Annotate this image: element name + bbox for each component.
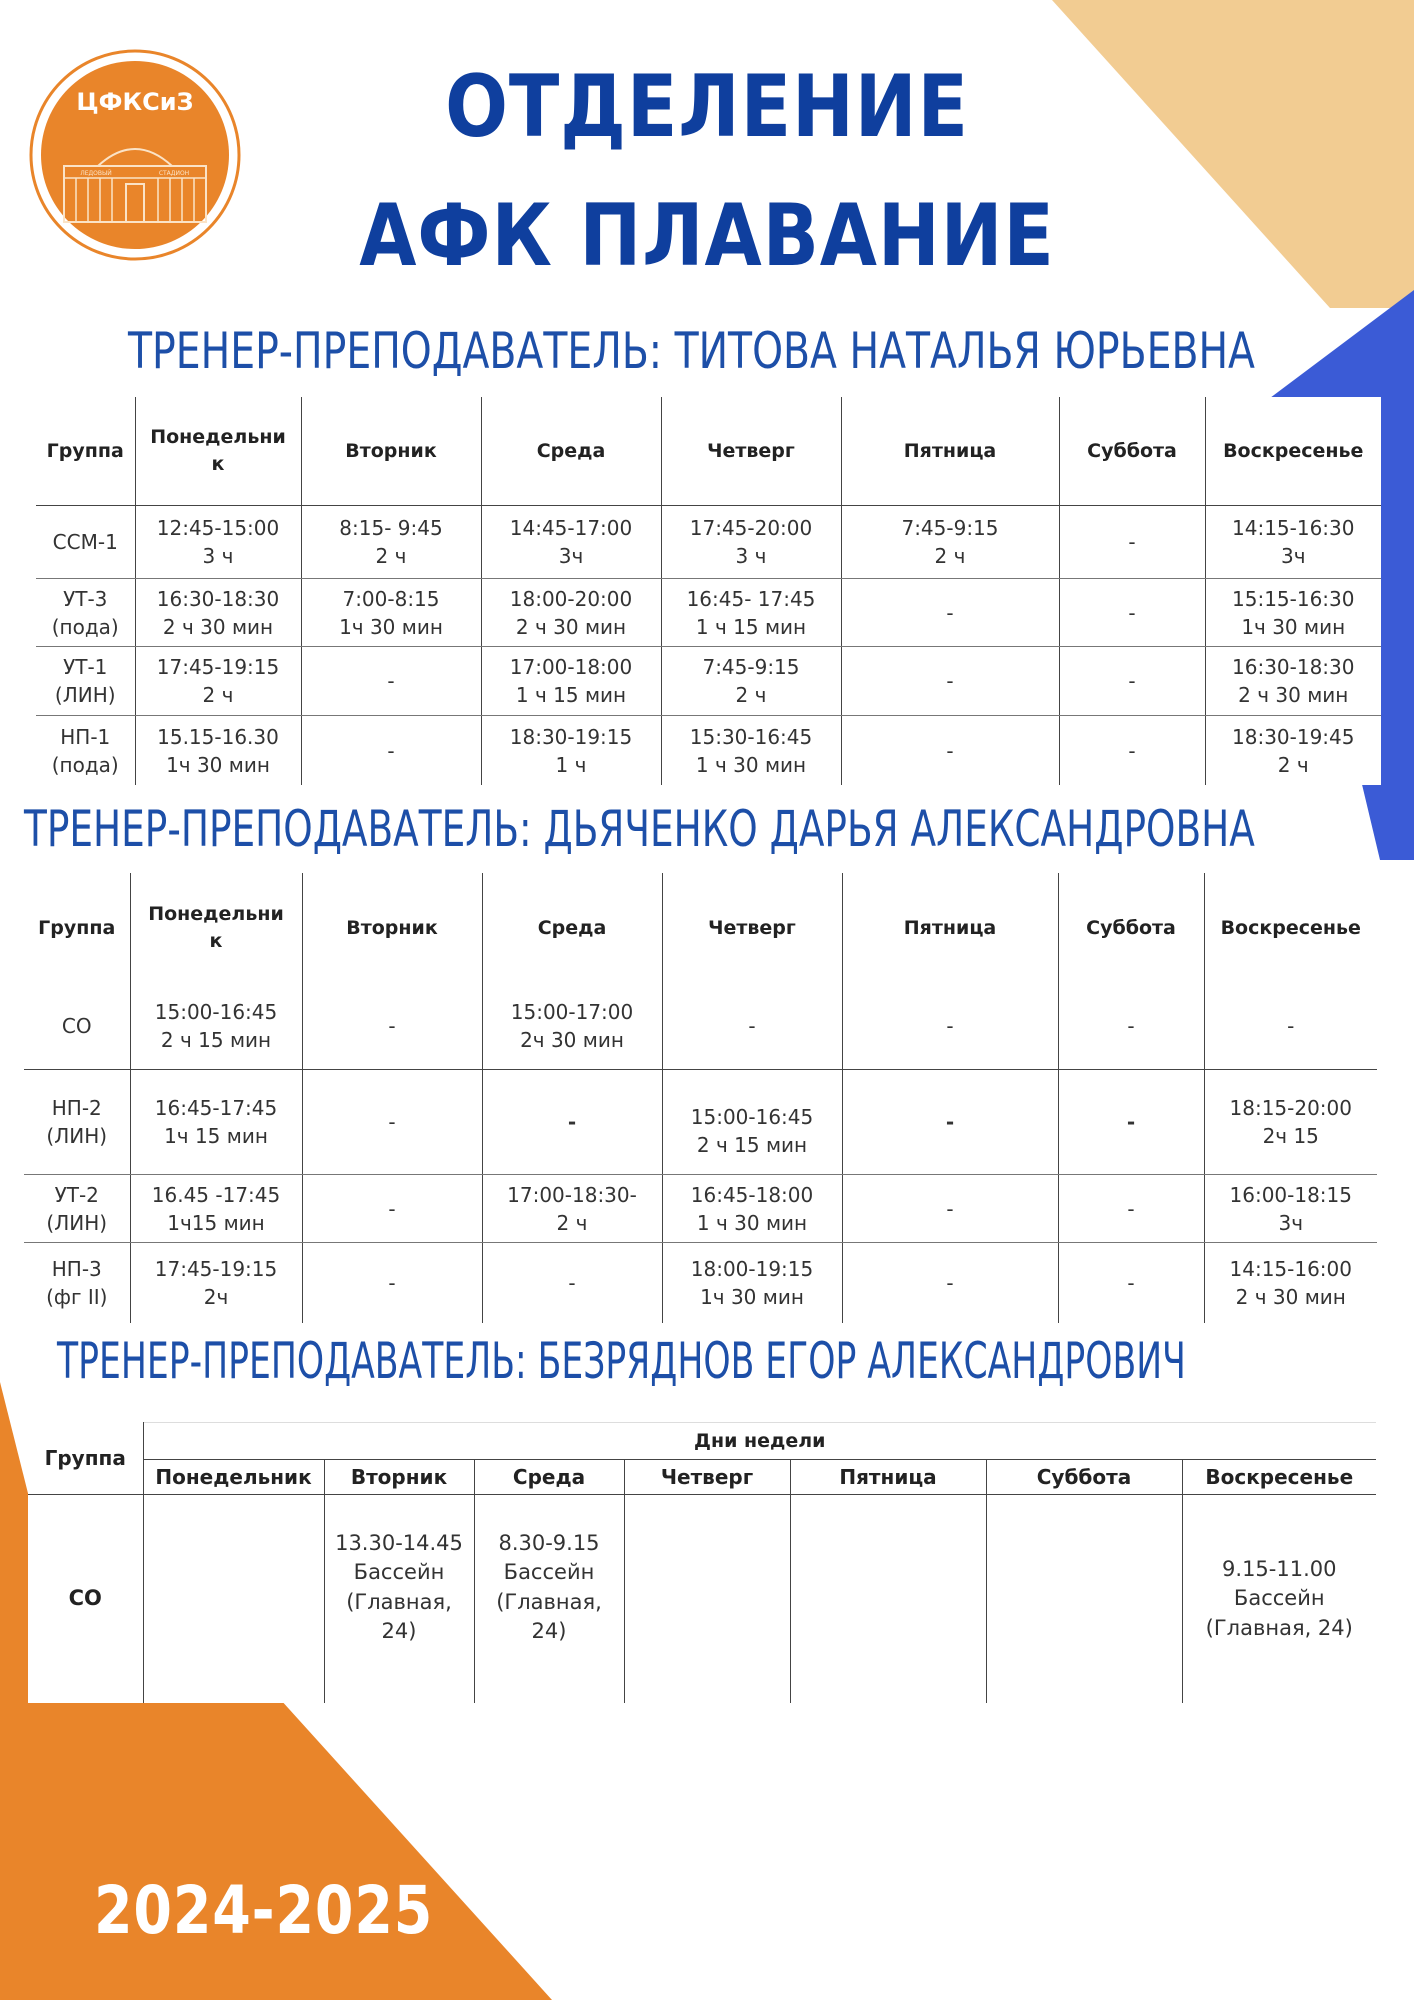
schedule-table-3 [28,1422,1376,1703]
table-cell: 16:30-18:30 2 ч 30 мин [1205,647,1381,716]
table-row [36,647,1381,716]
table-cell: - [842,983,1058,1070]
table-cell: 9.15-11.00 Бассейн (Главная, 24) [1205,1556,1353,1640]
table-cell [986,1495,1182,1704]
table-cell: - [842,1070,1058,1175]
table-cell: 14:15-16:30 3ч [1205,506,1381,579]
schedule-table-1 [36,397,1381,785]
group-cell: НП-1 (пода) [36,716,135,786]
table-cell: 17:00-18:00 1 ч 15 мин [481,647,661,716]
group-cell: СО [24,983,130,1070]
table-cell: - [302,1243,482,1324]
table-cell: 15:00-16:45 2 ч 15 мин [130,983,302,1070]
group-cell: СО [28,1495,143,1704]
table-cell: - [841,579,1059,647]
table-row [36,716,1381,786]
table-cell: - [1058,1070,1204,1175]
table-cell: 18:15-20:00 2ч 15 [1204,1070,1377,1175]
table-cell [143,1495,324,1704]
table-cell: - [1059,716,1205,786]
table-cell: - [1058,1175,1204,1243]
header-cell: Четверг [661,397,841,506]
table-cell: 18:30-19:45 2 ч [1232,724,1355,777]
table-cell: - [482,1070,662,1175]
table-cell: 18:00-20:00 2 ч 30 мин [481,579,661,647]
table-cell: - [841,716,1059,786]
header-cell: Четверг [624,1460,790,1495]
table-cell: 13.30-14.45 Бассейн (Главная, 24) [324,1495,474,1704]
table-cell: - [1058,1243,1204,1324]
table-row [24,1070,1377,1175]
table-cell: 15:00-16:45 2 ч 15 мин [662,1070,842,1175]
table-cell: 18:00-19:15 1ч 30 мин [662,1243,842,1324]
header-cell: Воскресенье [1205,397,1381,506]
header-cell: Среда [482,873,662,983]
table-cell: 18:30-19:15 1 ч [481,716,661,786]
header-cell: Группа [24,873,130,983]
coach-heading-3: ТРЕНЕР-ПРЕПОДАВАТЕЛЬ: БЕЗРЯДНОВ ЕГОР АЛЕКСАНДРОВИЧ [57,1332,1186,1390]
page-title-line2: АФК ПЛАВАНИЕ [359,186,1055,286]
coach-heading-1: ТРЕНЕР-ПРЕПОДАВАТЕЛЬ: ТИТОВА НАТАЛЬЯ ЮРЬЕВНА [128,322,1255,380]
table-cell: 8.30-9.15 Бассейн (Главная, 24) [474,1495,624,1704]
group-cell: НП-2 (ЛИН) [24,1070,130,1175]
table-row [24,1243,1377,1324]
header-cell: Понедельник [143,1460,324,1495]
header-cell-days: Дни недели [143,1423,1376,1460]
orange-corner-shape-bottom [0,1668,552,2000]
table-cell: 16:45-17:45 1ч 15 мин [130,1070,302,1175]
table-header-row [24,873,1377,983]
table-cell: - [301,647,481,716]
svg-text:ЛЕДОВЫЙ: ЛЕДОВЫЙ [80,170,112,177]
table-cell: 14:45-17:00 3ч [481,506,661,579]
table-cell: 16:30-18:30 2 ч 30 мин [135,579,301,647]
table-cell: - [482,1243,662,1324]
logo-text: ЦФКСиЗ [76,88,194,116]
table-row [28,1495,1376,1704]
table-cell: - [1059,579,1205,647]
header-cell: Вторник [301,397,481,506]
table-cell: 14:15-16:00 2 ч 30 мин [1229,1257,1352,1309]
table-cell: - [302,983,482,1070]
table-cell: 16:45-18:00 1 ч 30 мин [662,1175,842,1243]
group-cell: УТ-1 (ЛИН) [36,647,135,716]
table-cell: - [662,983,842,1070]
header-cell: Понедельни к [135,397,301,506]
table-cell: - [841,647,1059,716]
table-cell: 8:15- 9:45 2 ч [301,506,481,579]
header-cell: Вторник [302,873,482,983]
table-row [36,506,1381,579]
header-cell: Суббота [1059,397,1205,506]
header-cell: Группа [36,397,135,506]
table-cell: 7:45-9:15 2 ч [841,506,1059,579]
table-cell: 15:00-17:00 2ч 30 мин [482,983,662,1070]
table-cell: 15:15-16:30 1ч 30 мин [1205,579,1381,647]
svg-text:СТАДИОН: СТАДИОН [158,170,190,177]
header-cell: Среда [474,1460,624,1495]
table-cell: 16:45- 17:45 1 ч 15 мин [661,579,841,647]
table-cell: 17:00-18:30- 2 ч [482,1175,662,1243]
header-cell: Пятница [842,873,1058,983]
header-cell: Пятница [790,1460,986,1495]
table-cell [624,1495,790,1704]
table-cell: 15:30-16:45 1 ч 30 мин [661,716,841,786]
table-cell: - [302,1070,482,1175]
table-cell: - [301,716,481,786]
table-cell: 17:45-19:15 2ч [130,1243,302,1324]
table-cell: 15.15-16.30 1ч 30 мин [135,716,301,786]
header-cell: Воскресенье [1182,1460,1376,1495]
header-cell: Понедельни к [130,873,302,983]
header-cell: Вторник [324,1460,474,1495]
header-cell: Воскресенье [1220,916,1361,939]
season-year: 2024-2025 [94,1872,434,1949]
table-cell: - [842,1243,1058,1324]
table-header-row [28,1460,1376,1495]
table-cell [790,1495,986,1704]
schedule-table-2 [24,873,1377,1323]
group-cell: ССМ-1 [36,506,135,579]
group-cell: НП-3 (фг II) [24,1243,130,1324]
page-title-line1: ОТДЕЛЕНИЕ [445,57,969,157]
header-cell: Суббота [986,1460,1182,1495]
table-cell: - [1204,983,1377,1070]
table-cell: 7:00-8:15 1ч 30 мин [301,579,481,647]
group-cell: УТ-2 (ЛИН) [24,1175,130,1243]
table-header-row [28,1423,1376,1460]
group-cell: УТ-3 (пода) [36,579,135,647]
header-cell: Четверг [662,873,842,983]
coach-heading-2: ТРЕНЕР-ПРЕПОДАВАТЕЛЬ: ДЬЯЧЕНКО ДАРЬЯ АЛЕКСАНДРОВНА [24,800,1255,858]
table-cell: - [1059,506,1205,579]
table-cell: - [1058,983,1204,1070]
table-cell: 17:45-19:15 2 ч [135,647,301,716]
table-cell: 12:45-15:00 3 ч [135,506,301,579]
table-row [24,1175,1377,1243]
table-cell: 16.45 -17:45 1ч15 мин [130,1175,302,1243]
table-cell: 7:45-9:15 2 ч [661,647,841,716]
table-cell: 17:45-20:00 3 ч [661,506,841,579]
table-row [36,579,1381,647]
header-cell: Среда [481,397,661,506]
table-cell: - [842,1175,1058,1243]
header-cell-group: Группа [28,1423,143,1495]
header-cell: Суббота [1058,873,1204,983]
table-cell: - [302,1175,482,1243]
header-cell: Пятница [841,397,1059,506]
table-header-row [36,397,1381,506]
table-cell: 16:00-18:15 3ч [1204,1175,1377,1243]
table-row [24,983,1377,1070]
table-cell: - [1059,647,1205,716]
